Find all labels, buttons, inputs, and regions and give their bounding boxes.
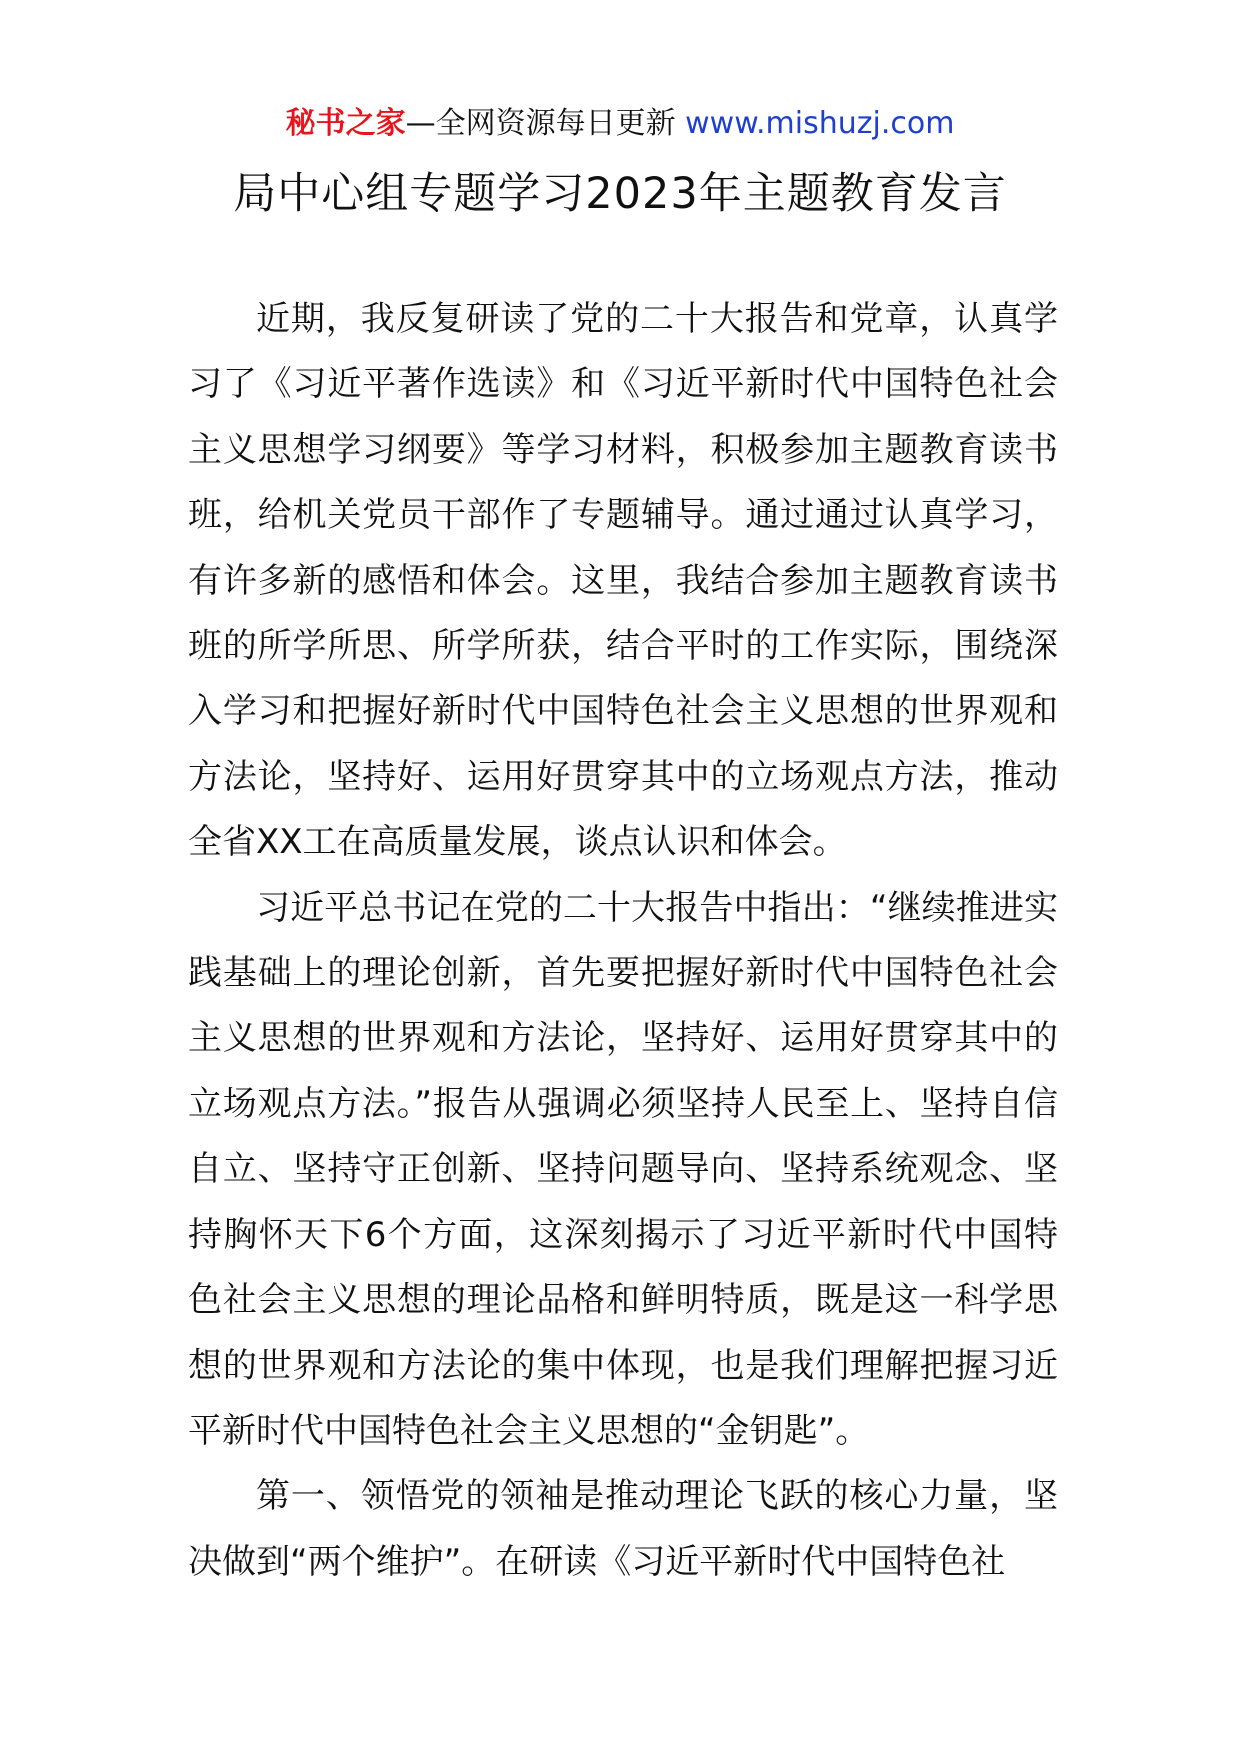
paragraph-1: 近期，我反复研读了党的二十大报告和党章，认真学习了《习近平著作选读》和《习近平新时代中国特色社会主义思想学习纲要》等学习材料，积极参加主题教育读书班，给机关党员干部作了专题辅导。通过通过认真学习，有许多新的感悟和体会。这里，我结合参加主题教育读书班的所学所思、所学所获，结合平时的工作实际，围绕深入学习和把握好新时代中国特色社会主义思想的世界观和方法论，坚持好、运用好贯穿其中的立场观点方法，推动全省XX工在高质量发展，谈点认识和体会。 bbox=[188, 299, 1058, 863]
paragraph-3: 第一、领悟党的领袖是推动理论飞跃的核心力量，坚决做到“两个维护”。在研读《习近平新时代中国特色社 bbox=[188, 1476, 1058, 1582]
site-url-link[interactable]: www.mishuzj.com bbox=[685, 106, 955, 141]
document-title: 局中心组专题学习2023年主题教育发言 bbox=[233, 169, 1007, 219]
site-header bbox=[0, 102, 1240, 146]
paragraph-2: 习近平总书记在党的二十大报告中指出：“继续推进实践基础上的理论创新，首先要把握好新时代中国特色社会主义思想的世界观和方法论，坚持好、运用好贯穿其中的立场观点方法。”报告从强调必须坚持人民至上、坚持自信自立、坚持守正创新、坚持问题导向、坚持系统观念、坚持胸怀天下6个方面，这深刻揭示了习近平新时代中国特色社会主义思想的理论品格和鲜明特质，既是这一科学思想的世界观和方法论的集中体现，也是我们理解把握习近平新时代中国特色社会主义思想的“金钥匙”。 bbox=[188, 887, 1058, 1451]
document-body bbox=[188, 287, 1058, 1595]
brand-name: 秘书之家 bbox=[285, 106, 406, 141]
header-tagline: —全网资源每日更新 bbox=[405, 106, 686, 141]
